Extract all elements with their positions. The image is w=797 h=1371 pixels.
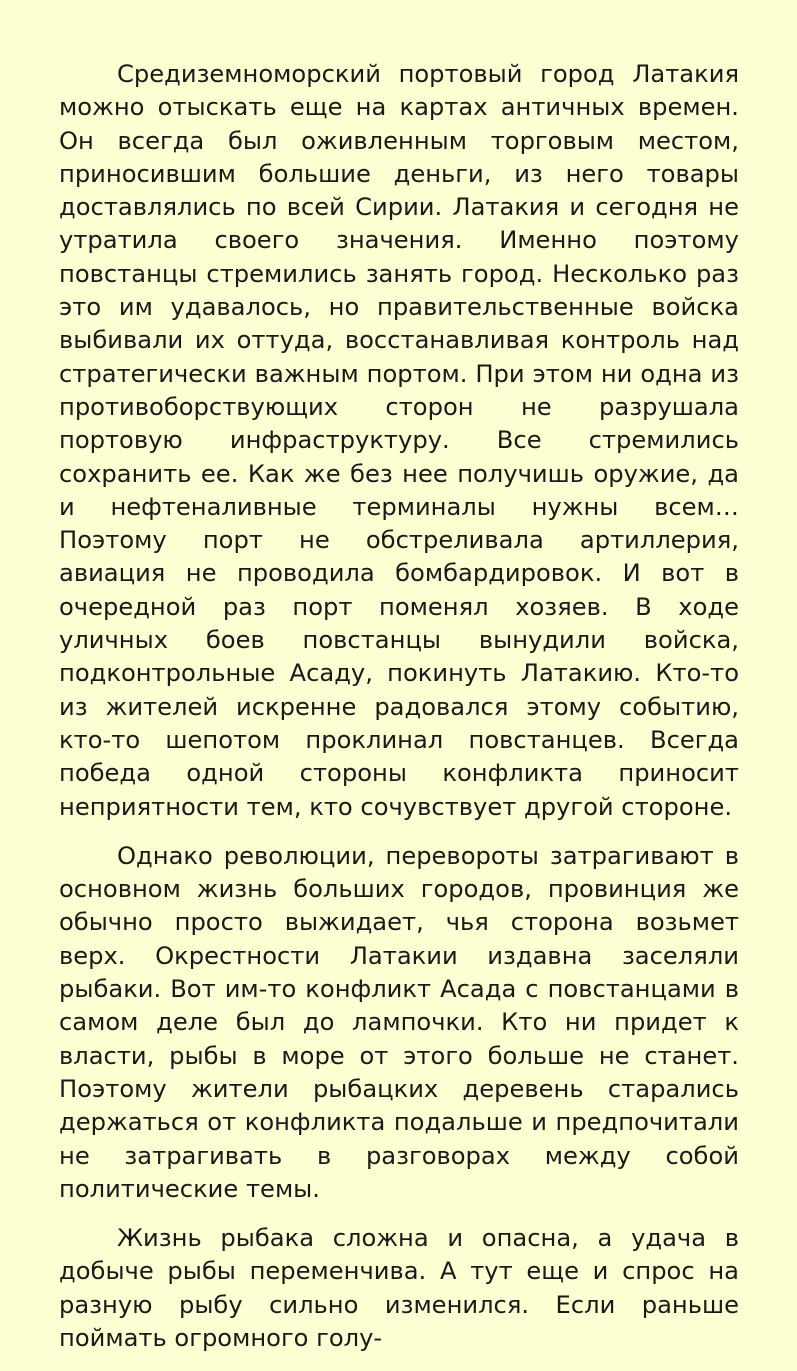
paragraph-3: Жизнь рыбака сложна и опасна, а удача в добыче рыбы переменчива. А тут еще и спрос на разную рыбу сильно изменился. Если раньше поймать огромного голу- <box>59 1224 739 1352</box>
paragraph-2: Однако революции, перевороты затрагивают в основном жизнь больших городов, провинция же обычно просто выжидает, чья сторона возьмет верх. Окрестности Латакии издавна заселяли рыбаки. Вот им-то конфликт Асада с повстанцами в самом деле был до лампочки. Кто ни придет к власти, рыбы в море от этого больше не станет. Поэтому жители рыбацких деревень старались держаться от конфликта подальше и предпочитали не затрагивать в разговорах между собой политические темы. <box>59 841 739 1203</box>
page-text <box>59 58 739 1371</box>
paragraph-1: Средиземноморский портовый город Латакия можно отыскать еще на картах античных времен. Он всегда был оживленным торговым местом, приносившим большие деньги, из него товары доставлялись по всей Сирии. Латакия и сегодня не утратила своего значения. Именно поэтому повстанцы стремились занять город. Несколько раз это им удавалось, но правительственные войска выбивали их оттуда, восстанавливая контроль над стратегически важным портом. При этом ни одна из противоборствующих сторон не разрушала портовую инфраструктуру. Все стремились сохранить ее. Как же без нее получишь оружие, да и нефтеналивные терминалы нужны всем… Поэтому порт не обстреливала артиллерия, авиация не проводила бомбардировок. И вот в очередной раз порт поменял хозяев. В ходе уличных боев повстанцы вынудили войска, подконтрольные Асаду, покинуть Латакию. Кто-то из жителей искренне радовался этому событию, кто-то шепотом проклинал повстанцев. Всегда победа одной стороны конфликта приносит неприятности тем, кто сочувствует другой стороне. <box>59 60 739 821</box>
